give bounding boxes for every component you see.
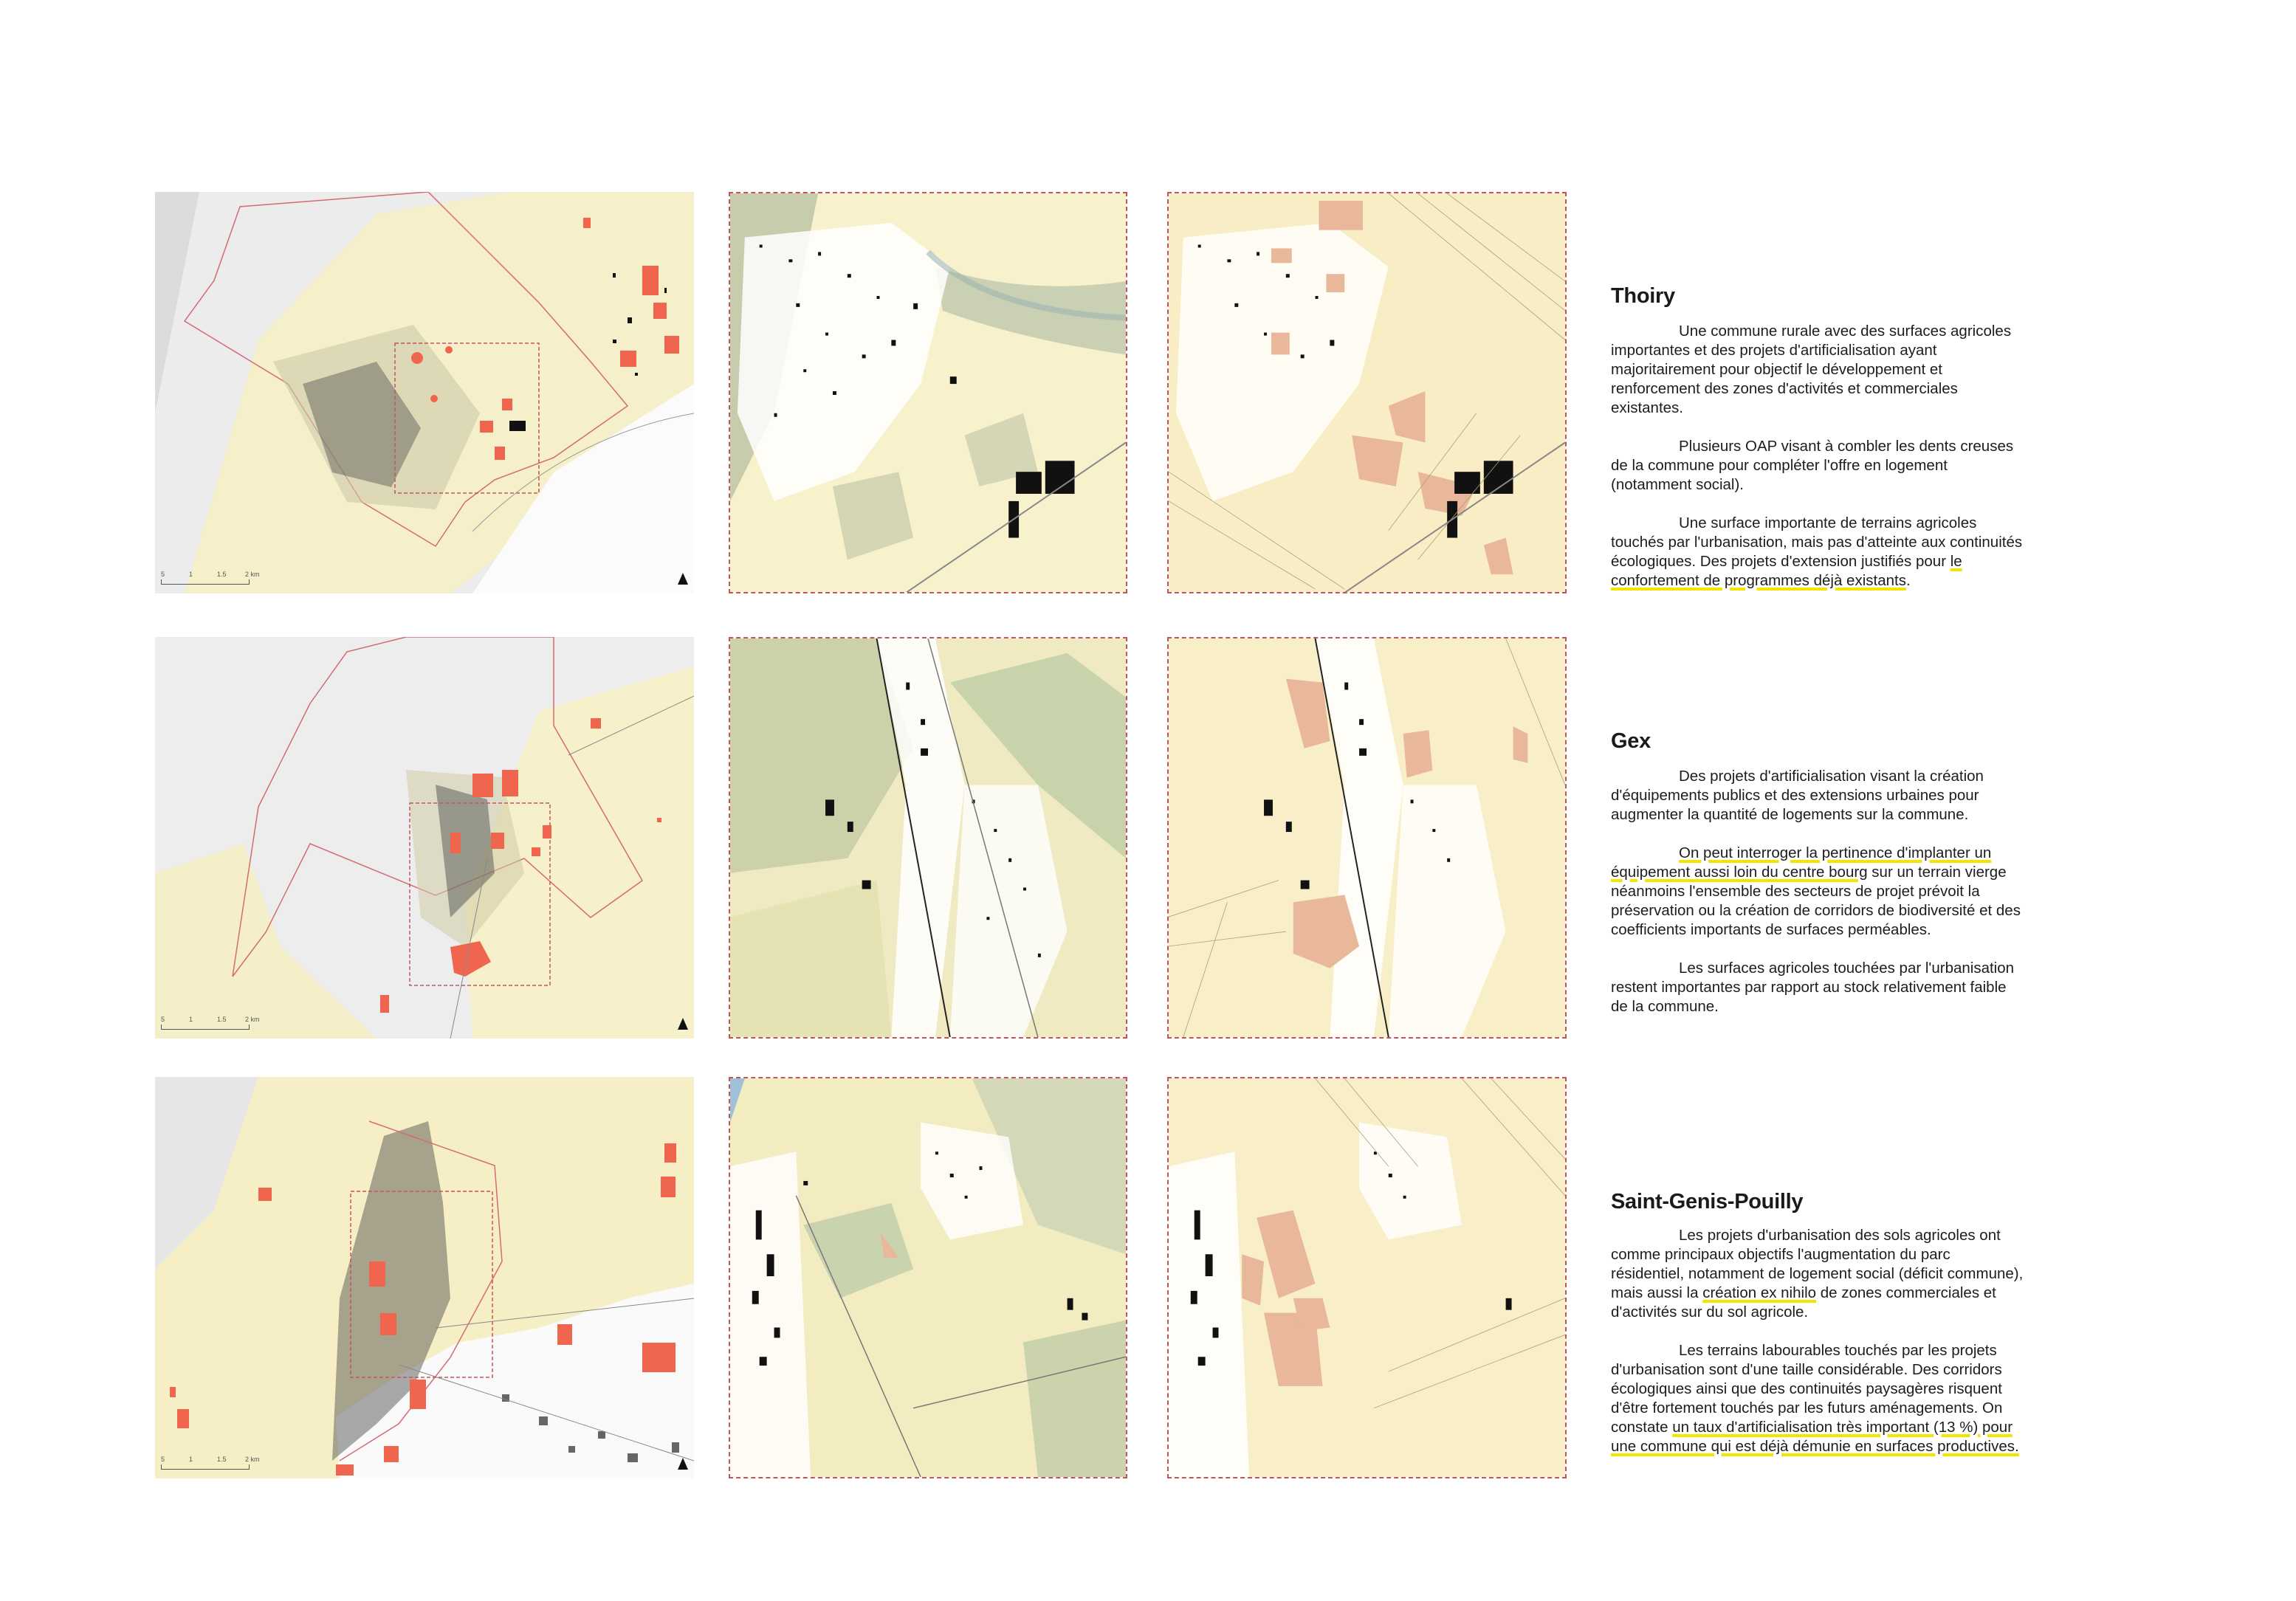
paragraph: Les surfaces agricoles touchées par l'urbanisation restent importantes par rapport au stock relativement faible de la commune. <box>1611 960 2015 1015</box>
map-graphic <box>1169 638 1565 1037</box>
scale-tick: 5 <box>161 1456 165 1463</box>
scale-tick: 2 km <box>245 1016 260 1023</box>
paragraph: Plusieurs OAP visant à combler les dents creuses de la commune pour compléter l'offre en logement (notamment social). <box>1611 438 2014 493</box>
row-thoiry <box>0 192 2296 595</box>
section-saint-genis-pouilly <box>1611 1189 2024 1456</box>
scale-tick: 1 <box>189 571 193 578</box>
section-title: Gex <box>1611 729 1651 753</box>
detail-map-landcover-gex <box>729 637 1127 1039</box>
highlighted-text: création ex nihilo <box>1702 1284 1817 1301</box>
north-arrow-icon <box>678 573 688 585</box>
scale-tick: 1.5 <box>217 571 227 578</box>
section-gex <box>1611 729 2024 1016</box>
overview-map-gex <box>155 637 694 1039</box>
highlighted-text: le confortement de programmes déjà existants <box>1611 553 1962 589</box>
north-arrow-icon <box>678 1458 688 1470</box>
highlighted-text: On peut interroger la pertinence d'implanter un équipement aussi loin du centre bourg <box>1611 844 1992 881</box>
map-graphic <box>155 192 694 593</box>
paragraph: Les terrains labourables touchés par les projets d'urbanisation sont d'une taille considérable. Des corridors écologiques ainsi que des continuités paysagères risquent d'être fortement touchés par les futurs aménagements. On constate un taux d'artificialisation très important (13 %) pour une commune qui est déjà démunie en surfaces productives. <box>1611 1342 2019 1455</box>
section-title: Thoiry <box>1611 284 1675 308</box>
highlighted-text: un taux d'artificialisation très important (13 %) pour une commune qui est déjà démunie en surfaces productives. <box>1611 1419 2019 1455</box>
map-graphic <box>1169 193 1565 592</box>
section-thoiry <box>1611 283 2024 591</box>
scale-tick: 1 <box>189 1016 193 1023</box>
scale-bar <box>161 1016 273 1030</box>
map-graphic <box>730 638 1126 1037</box>
paragraph: Une surface importante de terrains agricoles touchés par l'urbanisation, mais pas d'atteinte aux continuités écologiques. Des projets d'extension justifiés pour le confortement de programmes déjà existants. <box>1611 514 2023 589</box>
scale-tick: 1.5 <box>217 1016 227 1023</box>
map-graphic <box>155 1077 694 1478</box>
overview-map-saint-genis-pouilly <box>155 1077 694 1478</box>
scale-tick: 2 km <box>245 1456 260 1463</box>
paragraph: Les projets d'urbanisation des sols agricoles ont comme principaux objectifs l'augmentation du parc résidentiel, notamment de logement social (déficit commune), mais aussi la création ex nihilo de zones commerciales et d'activités sur du sol agricole. <box>1611 1227 2024 1321</box>
scale-tick: 5 <box>161 1016 165 1023</box>
scale-bar <box>161 1456 273 1470</box>
row-gex <box>0 637 2296 1040</box>
map-graphic <box>730 1078 1126 1477</box>
detail-map-urbanization-gex <box>1167 637 1567 1039</box>
scale-tick: 1.5 <box>217 1456 227 1463</box>
scale-tick: 1 <box>189 1456 193 1463</box>
map-graphic <box>1169 1078 1565 1477</box>
north-arrow-icon <box>678 1018 688 1030</box>
overview-map-thoiry <box>155 192 694 593</box>
map-graphic <box>155 637 694 1039</box>
paragraph: Des projets d'artificialisation visant la création d'équipements publics et des extensions urbaines pour augmenter la quantité de logements sur la commune. <box>1611 768 1984 823</box>
paragraph: On peut interroger la pertinence d'implanter un équipement aussi loin du centre bourg sur un terrain vierge néanmoins l'ensemble des secteurs de projet prévoit la préservation ou la création de corridors de biodiversité et des coefficients importants de surfaces perméables. <box>1611 844 2021 938</box>
map-graphic <box>730 193 1126 592</box>
detail-map-landcover-thoiry <box>729 192 1127 593</box>
row-saint-genis-pouilly <box>0 1077 2296 1480</box>
scale-tick: 2 km <box>245 571 260 578</box>
detail-map-landcover-saint-genis-pouilly <box>729 1077 1127 1478</box>
section-title: Saint-Genis-Pouilly <box>1611 1190 1804 1213</box>
scale-bar <box>161 571 273 585</box>
detail-map-urbanization-thoiry <box>1167 192 1567 593</box>
paragraph: Une commune rurale avec des surfaces agricoles importantes et des projets d'artificialisation ayant majoritairement pour objectif le développement et renforcement des zones d'activités et commerciales existantes. <box>1611 323 2012 416</box>
scale-tick: 5 <box>161 571 165 578</box>
detail-map-urbanization-saint-genis-pouilly <box>1167 1077 1567 1478</box>
